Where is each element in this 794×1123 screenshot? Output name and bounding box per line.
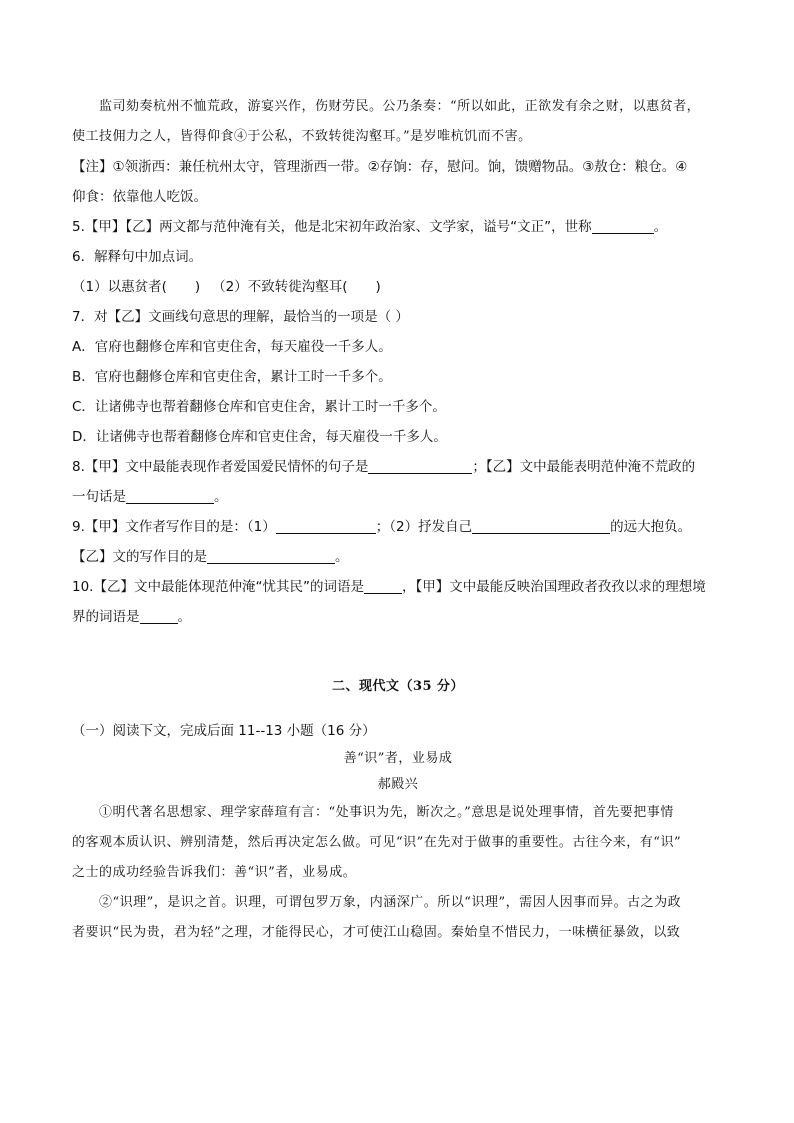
article-paragraph-2: ②“识理”，是识之首。识理，可谓包罗万象，内涵深广。所以“识理”，需因人因事而异。古之为政 [99, 895, 682, 910]
question-6-stem: 6．解释句中加点词。 [72, 249, 203, 265]
reading-instruction: （一）阅读下文，完成后面 11--13 小题（16 分） [72, 723, 376, 739]
annotation-note: 【注】①领浙西：兼任杭州太守，管理浙西一带。②存饷：存，慰问。饷，馈赠物品。③敖仓：粮仓。④ [72, 159, 688, 175]
answer-blank[interactable] [364, 578, 402, 594]
article-paragraph-1: ①明代著名思想家、理学家薛瑄有言：“处事识为先，断次之。”意思是说处理事情，首先要把事情 [99, 805, 674, 820]
question-10: 10.【乙】文中最能体现范仲淹“忧其民”的词语是 ，【甲】文中最能反映治国理政者孜孜以求的理想境 [72, 579, 706, 595]
answer-blank[interactable] [368, 458, 472, 474]
answer-blank[interactable] [140, 608, 178, 624]
answer-blank[interactable] [276, 518, 376, 534]
question-8: 8.【甲】文中最能表现作者爱国爱民情怀的句子是 ；【乙】文中最能表明范仲淹不荒政的 [72, 459, 696, 475]
section-title: 二、现代文（35 分） [331, 679, 465, 694]
question-5: 5.【甲】【乙】两文都与范仲淹有关，他是北宋初年政治家、文学家，谥号“文正”，世称 。 [72, 219, 668, 235]
question-7-option-b: B．官府也翻修仓库和官吏住舍，累计工时一千多个。 [72, 369, 392, 385]
question-7-option-a: A．官府也翻修仓库和官吏住舍，每天雇役一千多人。 [72, 339, 392, 355]
passage-line: 监司劾奏杭州不恤荒政，游宴兴作，伤财劳民。公乃条奏：“所以如此，正欲发有余之财，以惠贫者， [99, 99, 701, 114]
question-5-text: 5.【甲】【乙】两文都与范仲淹有关，他是北宋初年政治家、文学家，谥号“文正”，世称 [72, 219, 592, 235]
document-page [72, 92, 724, 948]
article-author: 郝殿兴 [377, 777, 419, 792]
answer-blank[interactable] [207, 548, 335, 564]
article-paragraph-1: 之士的成功经验告诉我们：善“识”者，业易成。 [72, 865, 357, 880]
answer-blank[interactable] [126, 488, 214, 504]
question-9: 9.【甲】文作者写作目的是：（1） ；（2）抒发自己 的远大抱负。 [72, 519, 692, 535]
article-paragraph-1: 的客观本质认识、辨别清楚，然后再决定怎么做。可见“识”在先对于做事的重要性。古往今来，有“识” [72, 835, 682, 850]
question-10-cont: 界的词语是 。 [72, 609, 191, 625]
passage-line: 使工技佣力之人，皆得仰食④于公私，不致转徙沟壑耳。”是岁唯杭饥而不害。 [72, 129, 532, 144]
question-7-stem: 7．对【乙】文画线句意思的理解，最恰当的一项是（ ） [72, 309, 409, 325]
question-7-option-d: D．让诸佛寺也帮着翻修仓库和官吏住舍，每天雇役一千多人。 [72, 429, 447, 445]
question-7-option-c: C．让诸佛寺也帮着翻修仓库和官吏住舍，累计工时一千多个。 [72, 399, 446, 415]
article-title: 善“识”者，业易成 [343, 751, 453, 766]
question-6-items: （1）以惠贫者( ) （2）不致转徙沟壑耳( ) [72, 279, 381, 295]
question-9-cont: 【乙】文的写作目的是 。 [72, 549, 349, 565]
article-paragraph-2: 者要识“民为贵，君为轻”之理，才能得民心，才可使江山稳固。秦始皇不惜民力，一味横征暴敛，以致 [72, 925, 681, 940]
question-8-cont: 一句话是 。 [72, 489, 228, 505]
answer-blank[interactable] [472, 518, 610, 534]
answer-blank[interactable] [592, 218, 654, 234]
annotation-note: 仰食：依靠他人吃饭。 [72, 189, 207, 205]
